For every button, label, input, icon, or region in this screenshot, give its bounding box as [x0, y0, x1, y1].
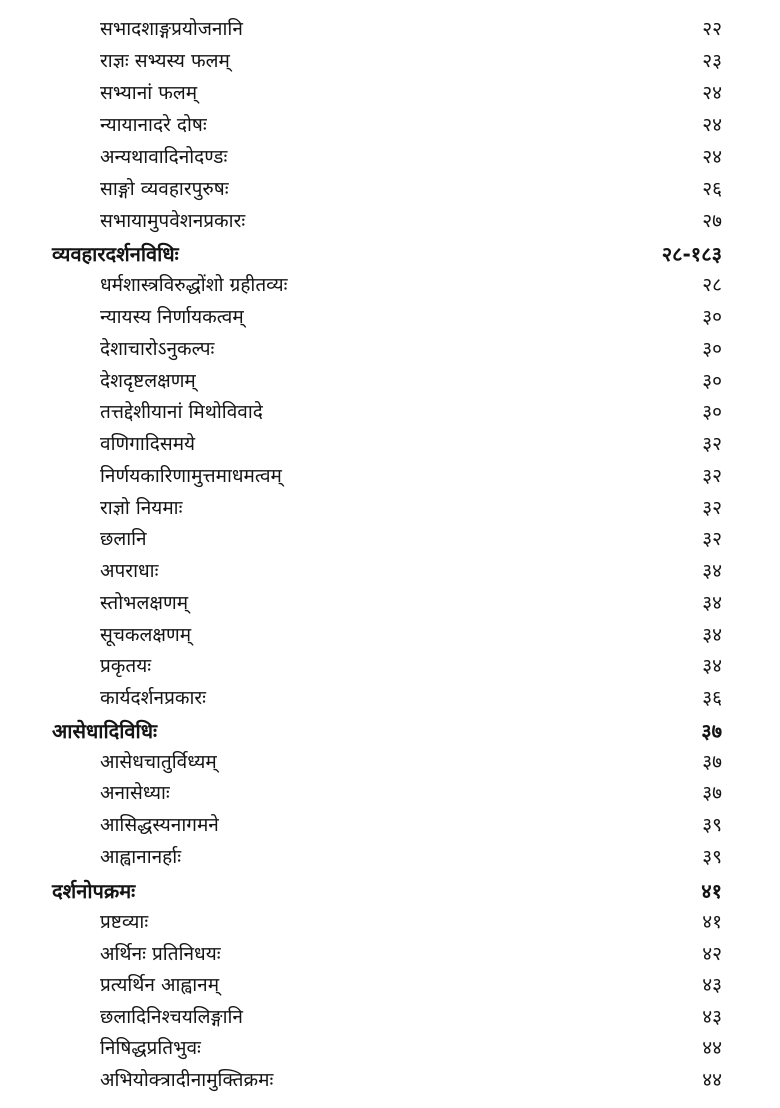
- toc-section-title: दर्शनोपक्रमः: [52, 878, 136, 903]
- toc-entry-title: धर्मशास्त्रविरुद्धोंशो ग्रहीतव्यः: [100, 274, 288, 296]
- toc-entry-page: ३६: [702, 687, 722, 709]
- toc-entry-page: ४४: [702, 1037, 722, 1059]
- toc-entry-title: सभायामुपवेशनप्रकारः: [100, 210, 246, 232]
- toc-entry: [0, 395, 780, 427]
- toc-entry-page: ३४: [702, 592, 722, 614]
- toc-entry: [0, 649, 780, 681]
- toc-entry-page: ३०: [702, 401, 722, 423]
- toc-entry: [0, 522, 780, 554]
- toc-entry: [0, 44, 780, 76]
- toc-section-title: आसेधादिविधिः: [52, 718, 158, 743]
- toc-section: [0, 237, 780, 269]
- toc-entry-title: न्यायानादरे दोषः: [100, 114, 207, 136]
- toc-entry-page: ३२: [702, 528, 722, 550]
- toc-entry: [0, 937, 780, 969]
- toc-section-page-range: २८-१८३: [661, 241, 722, 266]
- toc-entry-title: अभियोक्त्रादीनामुक्तिक्रमः: [100, 1069, 274, 1091]
- toc-entry-title: अर्थिनः प्रतिनिधयः: [100, 943, 221, 965]
- toc-entry-title: सूचकलक्षणम्: [100, 624, 192, 646]
- toc-entry: [0, 172, 780, 204]
- toc-entry-title: आसेधचातुर्विध्यम्: [100, 751, 217, 773]
- toc-entry-page: २७: [702, 210, 722, 232]
- toc-entry-title: निर्णयकारिणामुत्तमाधमत्वम्: [100, 465, 282, 487]
- toc-entry-page: २४: [702, 114, 722, 136]
- toc-entry-title: वणिगादिसमये: [100, 433, 196, 455]
- toc-entry-page: २३: [702, 50, 722, 72]
- toc-entry-title: अनासेध्याः: [100, 782, 170, 804]
- toc-entry: [0, 204, 780, 236]
- toc-entry: [0, 1000, 780, 1032]
- toc-entry: [0, 745, 780, 777]
- toc-entry: [0, 108, 780, 140]
- toc-entry-title: निषिद्धप्रतिभुवः: [100, 1037, 201, 1059]
- toc-entry-page: ३२: [702, 497, 722, 519]
- toc-entry: [0, 1063, 780, 1095]
- toc-entry-title: अपराधाः: [100, 560, 159, 582]
- toc-entry-page: ४३: [702, 1006, 722, 1028]
- toc-entry-page: ३९: [702, 814, 722, 836]
- toc-entry: [0, 491, 780, 523]
- toc-section-title: व्यवहारदर्शनविधिः: [52, 241, 179, 266]
- toc-entry-page: २४: [702, 82, 722, 104]
- toc-section: [0, 874, 780, 906]
- toc-entry: [0, 12, 780, 44]
- toc-entry-title: तत्तद्देशीयानां मिथोविवादे: [100, 401, 263, 423]
- toc-entry-page: ३०: [702, 306, 722, 328]
- toc-entry-page: ३७: [702, 782, 722, 804]
- toc-entry-title: राज्ञः सभ्यस्य फलम्: [100, 50, 230, 72]
- toc-entry-title: स्तोभलक्षणम्: [100, 592, 189, 614]
- toc-section-page-range: ४१: [701, 878, 722, 903]
- toc-entry-title: साङ्गो व्यवहारपुरुषः: [100, 178, 229, 200]
- toc-entry-page: ४१: [702, 911, 722, 933]
- toc-entry-title: राज्ञो नियमाः: [100, 497, 183, 519]
- toc-entry: [0, 268, 780, 300]
- toc-entry-page: ३०: [702, 370, 722, 392]
- toc-entry: [0, 459, 780, 491]
- toc-entry-title: कार्यदर्शनप्रकारः: [100, 687, 207, 709]
- toc-entry: [0, 618, 780, 650]
- toc-entry-page: २४: [702, 146, 722, 168]
- toc-entry-title: अन्यथावादिनोदण्डः: [100, 146, 228, 168]
- toc-entry-page: ३४: [702, 655, 722, 677]
- toc-entry: [0, 76, 780, 108]
- toc-entry: [0, 554, 780, 586]
- toc-entry: [0, 968, 780, 1000]
- toc-entry: [0, 364, 780, 396]
- toc-entry-page: ४४: [702, 1069, 722, 1091]
- toc-entry-title: सभ्यानां फलम्: [100, 82, 198, 104]
- toc-entry-page: ३२: [702, 465, 722, 487]
- toc-entry: [0, 905, 780, 937]
- toc-entry-title: न्यायस्य निर्णायकत्वम्: [100, 306, 244, 328]
- toc-entry: [0, 140, 780, 172]
- toc-entry-page: ३७: [702, 751, 722, 773]
- toc-entry: [0, 840, 780, 872]
- toc-entry: [0, 776, 780, 808]
- toc-entry-title: सभादशाङ्गप्रयोजनानि: [100, 18, 243, 40]
- toc-entry-page: ३९: [702, 846, 722, 868]
- toc-entry-page: ३४: [702, 560, 722, 582]
- toc-entry-page: २८: [702, 274, 722, 296]
- toc-entry-page: २६: [702, 178, 722, 200]
- toc-entry-page: ४३: [702, 974, 722, 996]
- toc-entry-title: प्रत्यर्थिन आह्वानम्: [100, 974, 220, 996]
- toc-section-page-range: ३७: [701, 718, 722, 743]
- toc-entry: [0, 300, 780, 332]
- toc-entry-page: ३४: [702, 624, 722, 646]
- toc-entry-page: २२: [702, 18, 722, 40]
- toc-entry: [0, 427, 780, 459]
- toc-section: [0, 714, 780, 746]
- toc-entry-title: आह्वानानर्हाः: [100, 846, 182, 868]
- toc-entry: [0, 1031, 780, 1063]
- toc-entry-page: ३०: [702, 338, 722, 360]
- toc-entry: [0, 586, 780, 618]
- toc-entry-title: देशदृष्टलक्षणम्: [100, 370, 196, 392]
- toc-entry-title: प्रकृतयः: [100, 655, 152, 677]
- toc-entry-page: ४२: [702, 943, 722, 965]
- toc-entry-title: प्रष्टव्याः: [100, 911, 149, 933]
- toc-entry: [0, 332, 780, 364]
- toc-entry-page: ३२: [702, 433, 722, 455]
- toc-entry-title: छलानि: [100, 528, 147, 550]
- toc-entry-title: छलादिनिश्चयलिङ्गानि: [100, 1006, 243, 1028]
- toc-entry: [0, 681, 780, 713]
- toc-entry-title: आसिद्धस्यनागमने: [100, 814, 219, 836]
- toc-entry: [0, 808, 780, 840]
- toc-entry-title: देशाचारोऽनुकल्पः: [100, 338, 215, 360]
